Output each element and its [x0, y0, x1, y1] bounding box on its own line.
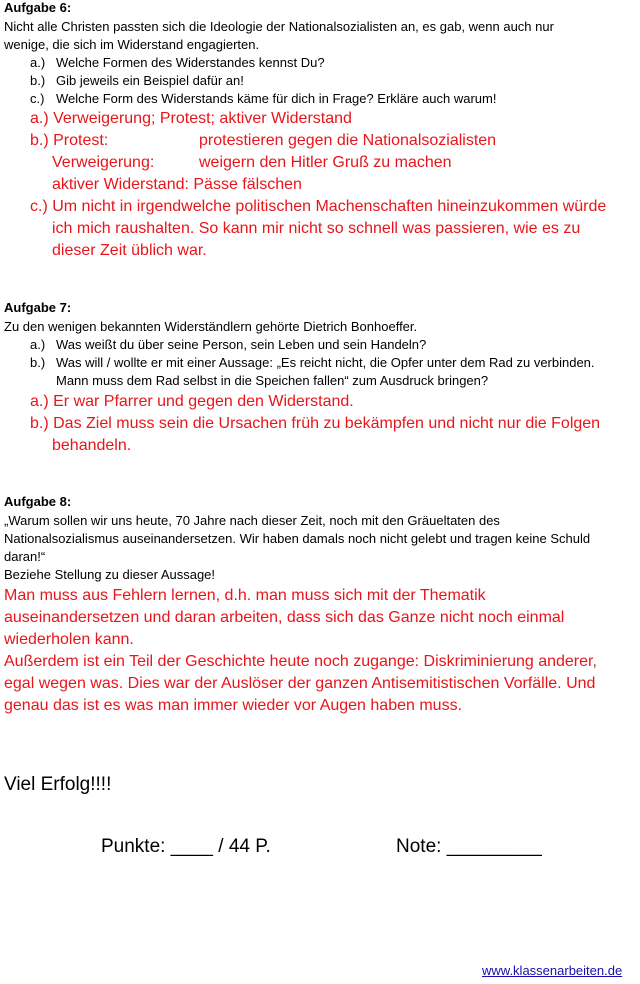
task8-quote-line1: „Warum sollen wir uns heute, 70 Jahre nach dieser Zeit, noch mit den Gräueltaten des: [4, 513, 500, 528]
task7-title: Aufgabe 7:: [4, 300, 72, 315]
task7-question-b: Was will / wollte er mit einer Aussage: „Es reicht nicht, die Opfer unter dem Rad zu verbinden.: [56, 355, 595, 370]
task8-answer-line5: egal wegen was. Dies war der Auslöser der ganzen Antisemitistischen Vorfälle. Und: [4, 675, 596, 692]
task7-answer-a: a.) Er war Pfarrer und gegen den Widerstand.: [30, 393, 354, 410]
task6-answer-c-line1: c.) Um nicht in irgendwelche politischen Machenschaften hineinzukommen würde: [30, 198, 607, 215]
task7-question-b-label: b.): [30, 355, 46, 370]
good-luck-text: Viel Erfolg!!!!: [4, 774, 112, 795]
task6-answer-c-line2: ich mich raushalten. So kann mir nicht so schnell was passieren, wie es zu: [52, 220, 581, 237]
task8-answer-line1: Man muss aus Fehlern lernen, d.h. man muss sich mit der Thematik: [4, 587, 486, 604]
task8-answer-line3: wiederholen kann.: [4, 631, 134, 648]
task7-question-b-line2: Mann muss dem Rad selbst in die Speichen fallen“ zum Ausdruck bringen?: [56, 373, 489, 388]
task6-answer-b-verweigerung-label: Verweigerung:: [52, 154, 155, 171]
task6-question-c: Welche Form des Widerstands käme für dich in Frage? Erkläre auch warum!: [56, 91, 497, 106]
task8-quote-line2: Nationalsozialismus auseinandersetzen. Wir haben damals noch nicht gelebt und tragen keine Schuld: [4, 531, 591, 546]
task7-answer-b-line1: b.) Das Ziel muss sein die Ursachen früh zu bekämpfen und nicht nur die Folgen: [30, 415, 601, 432]
task6-answer-b-verweigerung: weigern den Hitler Gruß zu machen: [199, 154, 452, 171]
task6-title: Aufgabe 6:: [4, 0, 72, 15]
task6-question-c-label: c.): [30, 91, 45, 106]
website-link[interactable]: www.klassenarbeiten.de: [482, 963, 623, 978]
task6-answer-b-label: b.) Protest:: [30, 132, 109, 149]
points-field: Punkte: ____ / 44 P.: [101, 836, 271, 857]
task8-answer-line6: genau das ist es was man immer wieder vor Augen haben muss.: [4, 697, 463, 714]
task8-instruction: Beziehe Stellung zu dieser Aussage!: [4, 567, 216, 582]
task8-answer-line2: auseinandersetzen und daran arbeiten, dass sich das Ganze nicht noch einmal: [4, 609, 565, 626]
grade-field: Note: _________: [396, 836, 542, 857]
task6-answer-c-line3: dieser Zeit üblich war.: [52, 242, 207, 259]
task7-answer-b-line2: behandeln.: [52, 437, 132, 454]
task7-question-a-label: a.): [30, 337, 46, 352]
task6-question-b: Gib jeweils ein Beispiel dafür an!: [56, 73, 244, 88]
task6-answer-a: a.) Verweigerung; Protest; aktiver Widerstand: [30, 110, 352, 127]
task6-question-b-label: b.): [30, 73, 46, 88]
task8-answer-line4: Außerdem ist ein Teil der Geschichte heute noch zugange: Diskriminierung anderer,: [4, 653, 597, 670]
task6-intro-line1: Nicht alle Christen passten sich die Ideologie der Nationalsozialisten an, es gab, wenn auch nur: [4, 19, 554, 34]
task8-title: Aufgabe 8:: [4, 494, 72, 509]
task6-answer-b-aktiv: aktiver Widerstand: Pässe fälschen: [52, 176, 302, 193]
task6-question-a: Welche Formen des Widerstandes kennst Du?: [56, 55, 325, 70]
task6-question-a-label: a.): [30, 55, 46, 70]
task6-answer-b-protest: protestieren gegen die Nationalsozialisten: [199, 132, 497, 149]
task7-intro: Zu den wenigen bekannten Widerständlern gehörte Dietrich Bonhoeffer.: [4, 319, 418, 334]
task8-quote-line3: daran!“: [4, 549, 46, 564]
task7-question-a: Was weißt du über seine Person, sein Leben und sein Handeln?: [56, 337, 427, 352]
task6-intro-line2: wenige, die sich im Widerstand engagierten.: [4, 37, 260, 52]
